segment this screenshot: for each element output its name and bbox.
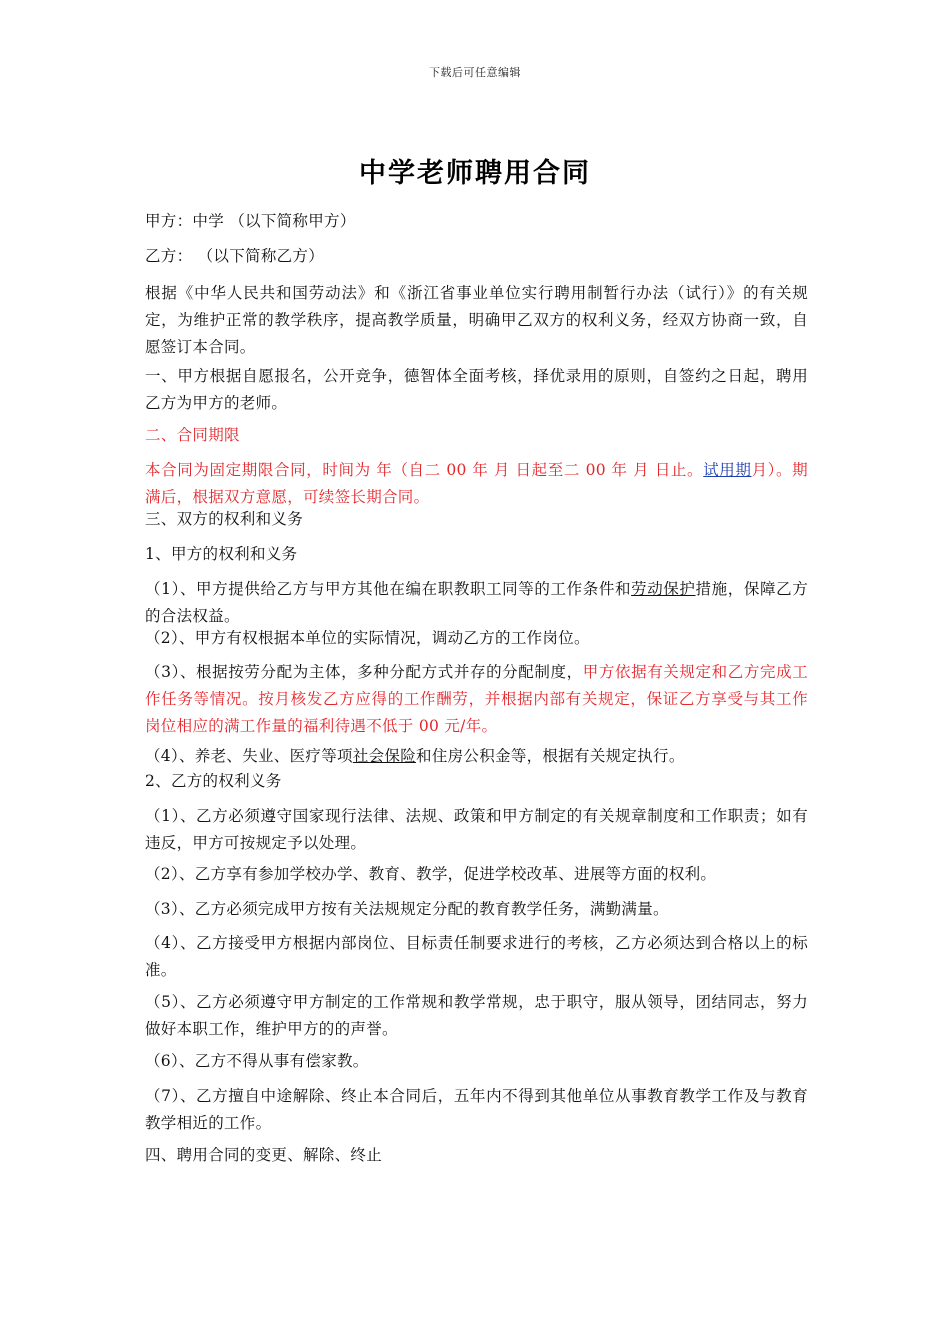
- section-1-paragraph: 一、甲方根据自愿报名，公开竞争，德智体全面考核，择优录用的原则，自签约之日起，聘用乙方为甲方的老师。: [145, 367, 808, 412]
- party-b-item-2: （2）、乙方享有参加学校办学、教育、教学，促进学校改革、进展等方面的权利。: [145, 865, 717, 883]
- header-note: 下载后可任意编辑: [429, 66, 521, 79]
- party-a-item-1-pre: （1）、甲方提供给乙方与甲方其他在编在职教职工同等的工作条件和: [145, 580, 632, 598]
- party-a-item-4-pre: （4）、养老、失业、医疗等项: [145, 747, 353, 765]
- labor-protection-link[interactable]: 劳动保护: [631, 580, 696, 598]
- section-3-1-heading: 1、甲方的权利和义务: [145, 545, 298, 563]
- party-b-item-1: （1）、乙方必须遵守国家现行法律、法规、政策和甲方制定的有关规章制度和工作职责；如有违反，甲方可按规定予以处理。: [145, 807, 808, 852]
- probation-link[interactable]: 试用期: [703, 461, 752, 479]
- party-a-item-1: [145, 576, 808, 630]
- preamble-paragraph: 根据《中华人民共和国劳动法》和《浙江省事业单位实行聘用制暂行办法（试行）》的有关规定，为维护正常的教学秩序，提高教学质量，明确甲乙双方的权利义务，经双方协商一致，自愿签订本合同。: [145, 284, 808, 356]
- party-b-item-5: （5）、乙方必须遵守甲方制定的工作常规和教学常规，忠于职守，服从领导，团结同志，努力做好本职工作，维护甲方的的声誉。: [145, 993, 808, 1038]
- section-4-heading: 四、聘用合同的变更、解除、终止: [145, 1146, 383, 1164]
- party-a-item-4: [145, 743, 808, 770]
- party-a-item-2: （2）、甲方有权根据本单位的实际情况，调动乙方的工作岗位。: [145, 629, 590, 647]
- social-insurance-link[interactable]: 社会保险: [352, 747, 417, 765]
- party-b-item-7: （7）、乙方擅自中途解除、终止本合同后，五年内不得到其他单位从事教育教学工作及与教育教学相近的工作。: [145, 1087, 808, 1132]
- section-2-heading: 二、合同期限: [145, 426, 240, 444]
- party-a-item-1-post: 措施，保障乙方的合法权益。: [145, 580, 808, 625]
- party-b-item-3: （3）、乙方必须完成甲方按有关法规规定分配的教育教学任务，满勤满量。: [145, 900, 669, 918]
- section-2-text-b: 月）。期满后，根据双方意愿，可续签长期合同。: [145, 461, 808, 506]
- section-3-2-heading: 2、乙方的权利义务: [145, 772, 282, 790]
- party-b-item-4: （4）、乙方接受甲方根据内部岗位、目标责任制要求进行的考核，乙方必须达到合格以上的标准。: [145, 934, 808, 979]
- section-2-text-a: 本合同为固定期限合同，时间为 年（自二 00 年 月 日起至二 00 年 月 日止。: [145, 461, 704, 479]
- party-a-item-3-red: 甲方依据有关规定和乙方完成工作任务等情况。按月核发乙方应得的工作酬劳，并根据内部有关规定，保证乙方享受与其工作岗位相应的满工作量的福利待遇不低于 00 元/年。: [145, 663, 809, 735]
- party-a-item-3-black: （3）、根据按劳分配为主体，多种分配方式并存的分配制度，: [145, 663, 583, 681]
- section-2-paragraph: [145, 457, 808, 511]
- party-b-item-6: （6）、乙方不得从事有偿家教。: [145, 1052, 369, 1070]
- party-a-item-3: [145, 659, 808, 740]
- section-3-heading: 三、双方的权利和义务: [145, 510, 304, 528]
- party-a-item-4-post: 和住房公积金等，根据有关规定执行。: [416, 747, 685, 765]
- party-a-line: 甲方：中学 （以下简称甲方）: [145, 212, 356, 230]
- document-title: 中学老师聘用合同: [359, 158, 591, 189]
- party-b-line: 乙方： （以下简称乙方）: [145, 247, 325, 265]
